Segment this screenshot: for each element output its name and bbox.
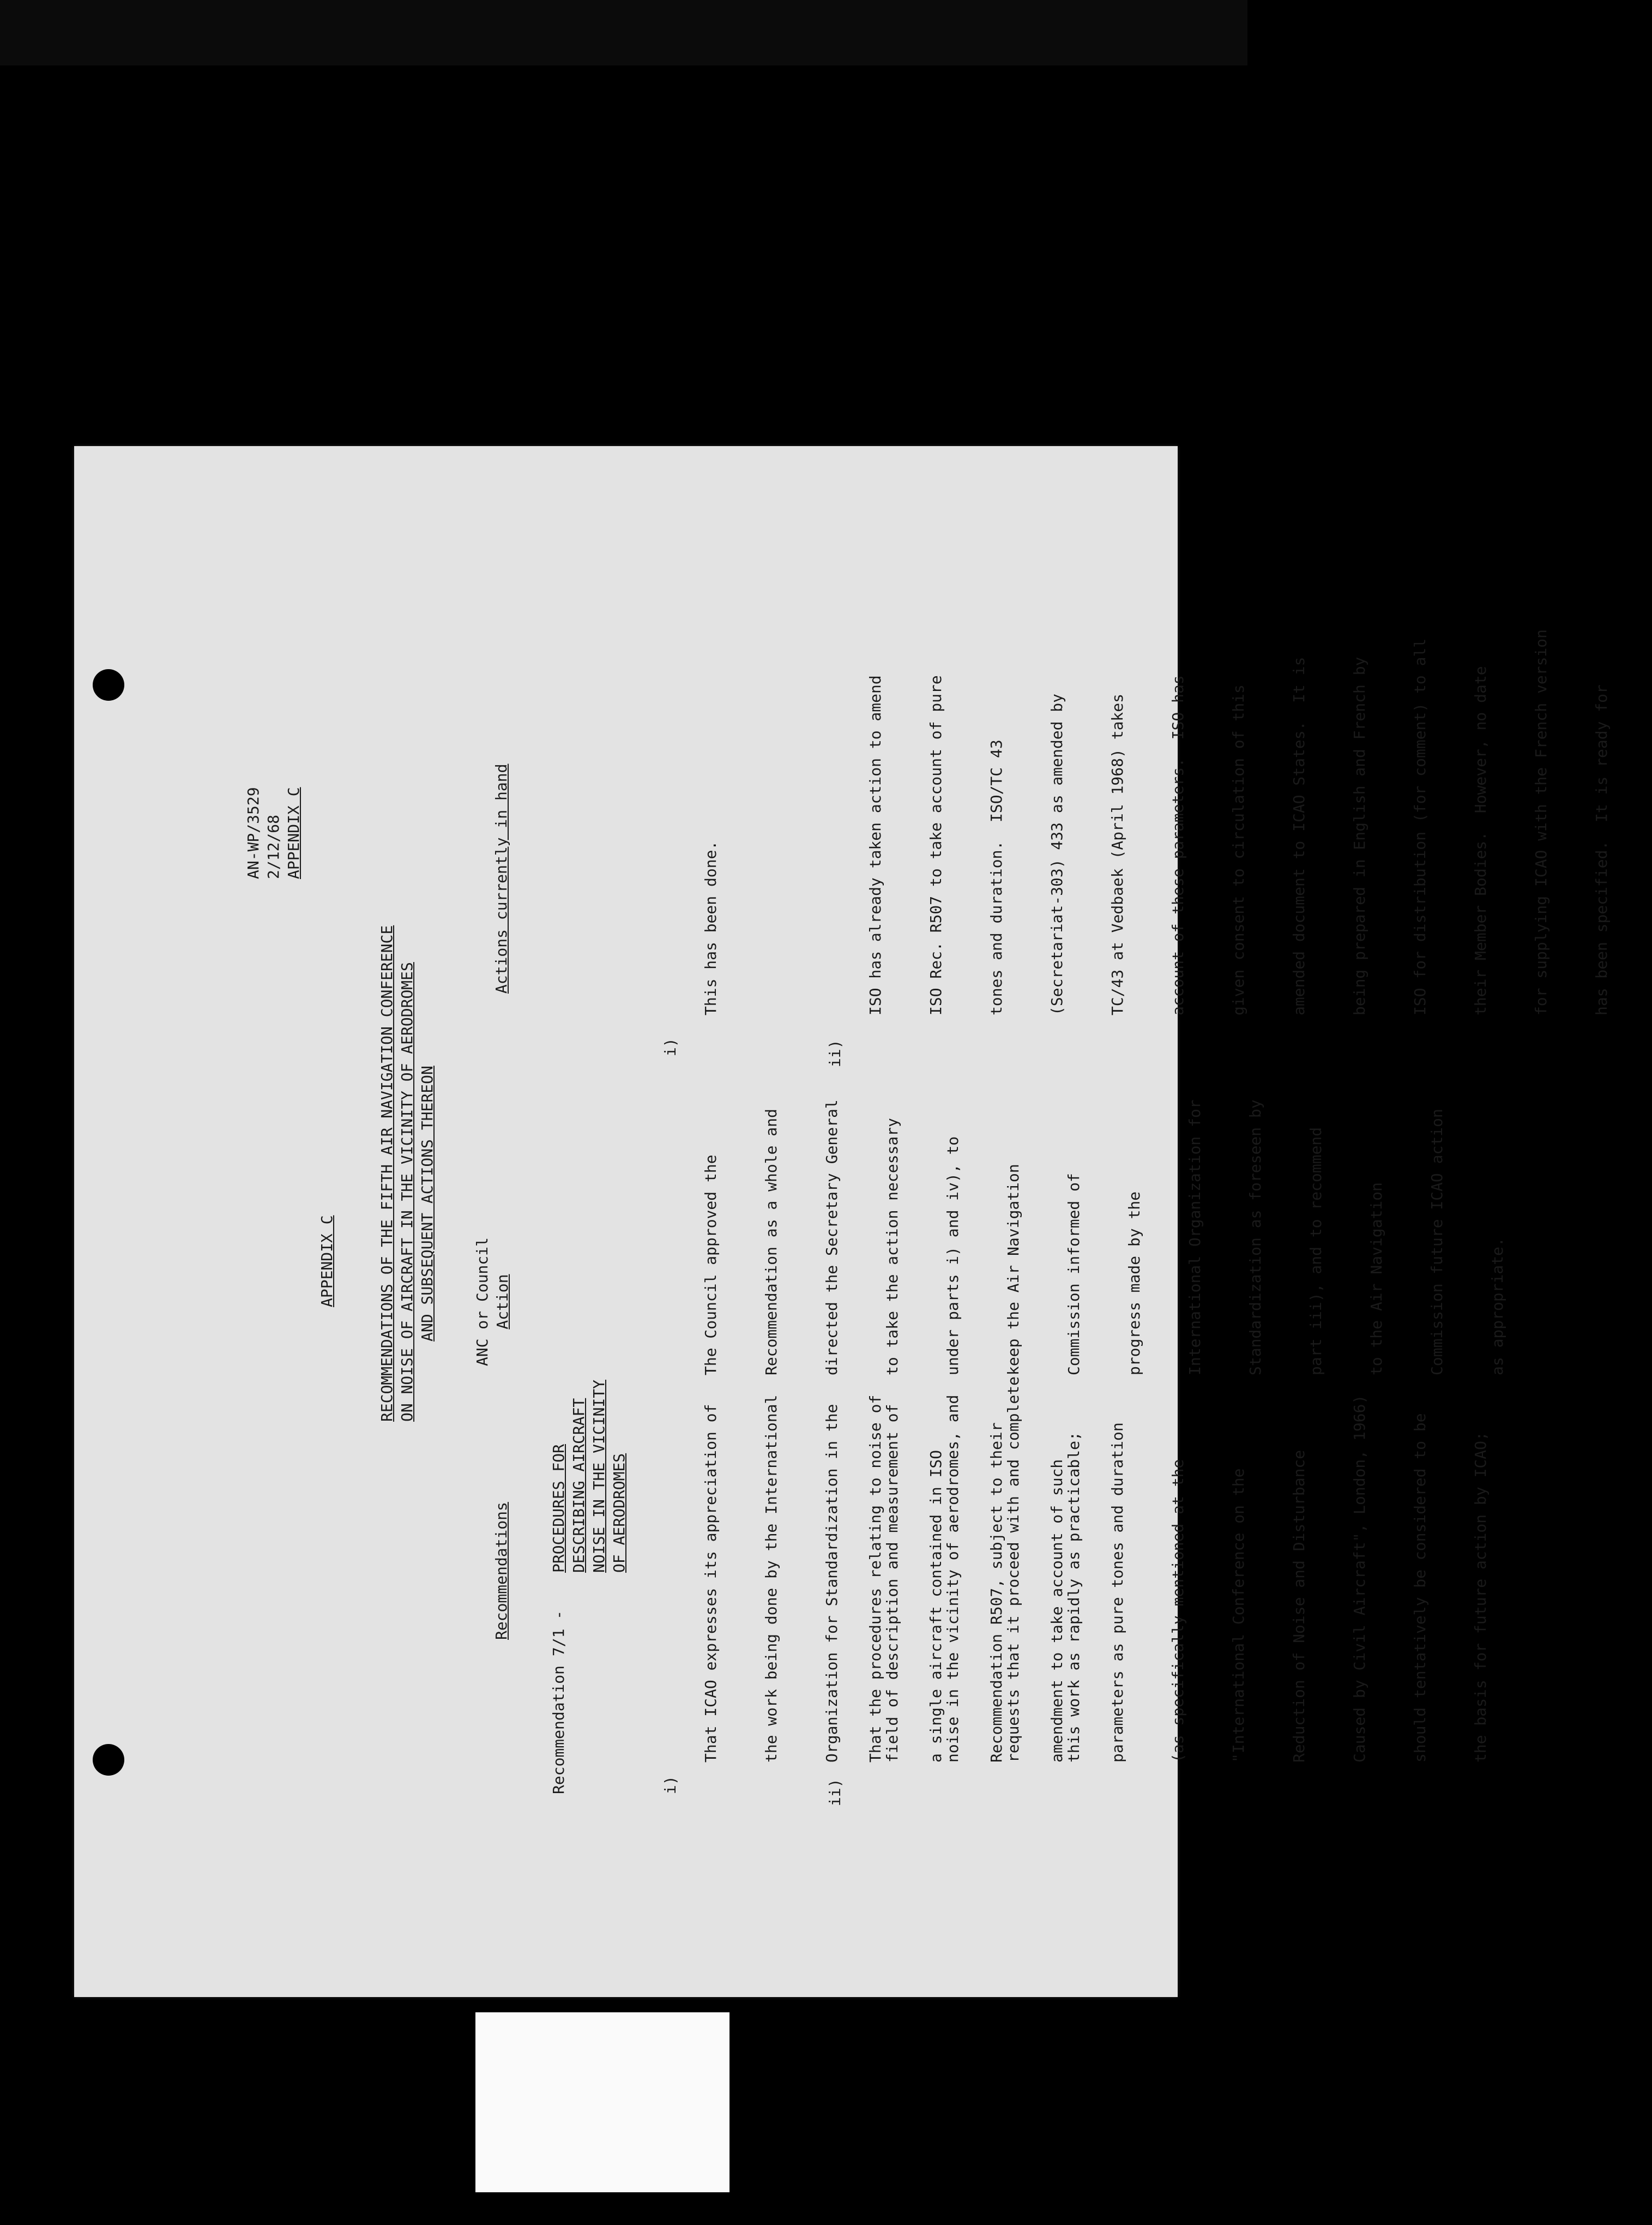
text-line: Recommendation R507, subject to their	[987, 1422, 1005, 1763]
text-line: this work as rapidly as practicable;	[1065, 1432, 1083, 1763]
text-line: should tentatively be considered to be	[1411, 1413, 1429, 1763]
text-line: given consent to circulation of this	[1229, 684, 1247, 1015]
document-reference	[243, 787, 304, 879]
text-line: the basis for future action by ICAO;	[1472, 1432, 1490, 1763]
reference-date: 2/12/68	[264, 814, 282, 879]
text-line: "International Conference on the	[1229, 1468, 1247, 1763]
text-line: their Member Bodies. However, no date	[1472, 666, 1490, 1015]
text-line: to the Air Navigation	[1367, 1182, 1385, 1375]
text-line: This has been done.	[702, 840, 720, 1015]
text-line: amendment to take account of such	[1048, 1459, 1066, 1763]
text-line: Caused by Civil Aircraft", London, 1966)	[1350, 1394, 1368, 1763]
reference-number: AN-WP/3529	[244, 787, 262, 879]
column-heading-council-action	[472, 1228, 513, 1375]
text-line: part iii), and to recommend	[1307, 1127, 1325, 1375]
page-title: APPENDIX C	[318, 1215, 336, 1307]
subtitle-line-2: ON NOISE OF AIRCRAFT IN THE VICINITY OF AERODROMES	[398, 962, 416, 1422]
recommendation-title-line-2: DESCRIBING AIRCRAFT	[570, 1398, 588, 1573]
text-line: amended document to ICAO States. It is	[1290, 657, 1308, 1015]
blank-target-card	[475, 2012, 729, 2192]
page-subtitle	[377, 925, 437, 1422]
text-line: Commission future ICAO action	[1428, 1109, 1446, 1375]
text-line: Recommendation as a whole and	[762, 1109, 780, 1375]
text-line: That the procedures relating to noise of	[866, 1394, 884, 1763]
text-line: (Secretariat-303) 433 as amended by	[1048, 693, 1066, 1015]
council-action-heading-line-1: ANC or Council	[473, 1237, 491, 1367]
text-line: Standardization as foreseen by	[1246, 1099, 1264, 1375]
reference-appendix: APPENDIX C	[285, 787, 303, 879]
text-line: Commission informed of	[1065, 1173, 1083, 1375]
recommendation-prefix: Recommendation 7/1 -	[550, 1610, 568, 1794]
recommendation-title-line-4: OF AERODROMES	[610, 1453, 628, 1573]
recommendation-title	[548, 1380, 629, 1573]
action-item-text	[660, 841, 761, 1015]
text-line: ISO Rec. R507 to take account of pure	[927, 675, 945, 1015]
text-line: International Organization for	[1186, 1099, 1204, 1375]
column-heading-recommendations: Recommendations	[492, 1502, 510, 1640]
text-line: a single aircraft contained in ISO	[927, 1450, 945, 1763]
action-item-number: ii)	[826, 1039, 844, 1067]
recommendation-item-text	[825, 1395, 1531, 1763]
council-action-heading-line-2: Action	[493, 1274, 511, 1330]
text-line: ISO for distribution (for comment) to all	[1411, 638, 1429, 1015]
subtitle-line-3: AND SUBSEQUENT ACTIONS THEREON	[418, 1066, 436, 1342]
text-line: Reduction of Noise and Disturbance	[1290, 1450, 1308, 1763]
recommendation-title-line-3: NOISE IN THE VICINITY	[590, 1379, 608, 1573]
text-line: requests that it proceed with and complete	[1004, 1376, 1022, 1763]
recommendation-item-number: i)	[661, 1776, 679, 1794]
microfilm-border	[0, 0, 1247, 65]
column-heading-actions: Actions currently in hand	[492, 763, 510, 994]
recommendation-title-line-1: PROCEDURES FOR	[550, 1444, 568, 1573]
rotated-document-content	[74, 446, 1611, 1997]
text-line: TC/43 at Vedbaek (April 1968) takes	[1108, 693, 1126, 1015]
text-line: The Council approved the	[702, 1154, 720, 1375]
text-line: keep the Air Navigation	[1004, 1164, 1022, 1375]
text-line: as appropriate.	[1488, 1237, 1506, 1375]
text-line: being prepared in English and French by	[1350, 657, 1368, 1015]
text-line: for supplying ICAO with the French version	[1532, 629, 1550, 1015]
text-line: account of these parameters. ISO has	[1169, 675, 1187, 1015]
text-line: tones and duration. ISO/TC 43	[987, 739, 1005, 1015]
text-line: That ICAO expresses its appreciation of	[702, 1404, 720, 1763]
text-line: Organization for Standardization in the	[823, 1404, 841, 1763]
action-item-text	[825, 629, 1652, 1015]
text-line: to take the action necessary	[883, 1117, 901, 1375]
action-item-number: i)	[661, 1038, 679, 1056]
recommendation-item-number: ii)	[826, 1778, 844, 1806]
text-line: has been specified. It is ready for	[1593, 684, 1611, 1015]
text-line: the work being done by the International	[762, 1394, 780, 1763]
text-line: ISO has already taken action to amend	[866, 675, 884, 1015]
text-line: progress made by the	[1125, 1191, 1143, 1375]
text-line: (as specifically mentioned at the	[1169, 1459, 1187, 1763]
text-line: parameters as pure tones and duration	[1108, 1422, 1126, 1763]
text-line: noise in the vicinity of aerodromes, and	[944, 1394, 962, 1763]
text-line: field of description and measurement of	[883, 1404, 901, 1763]
subtitle-line-1: RECOMMENDATIONS OF THE FIFTH AIR NAVIGATION CONFERENCE	[378, 925, 396, 1422]
text-line: under parts i) and iv), to	[944, 1136, 962, 1375]
council-action-text	[660, 1099, 1548, 1375]
text-line: directed the Secretary General	[823, 1099, 841, 1375]
